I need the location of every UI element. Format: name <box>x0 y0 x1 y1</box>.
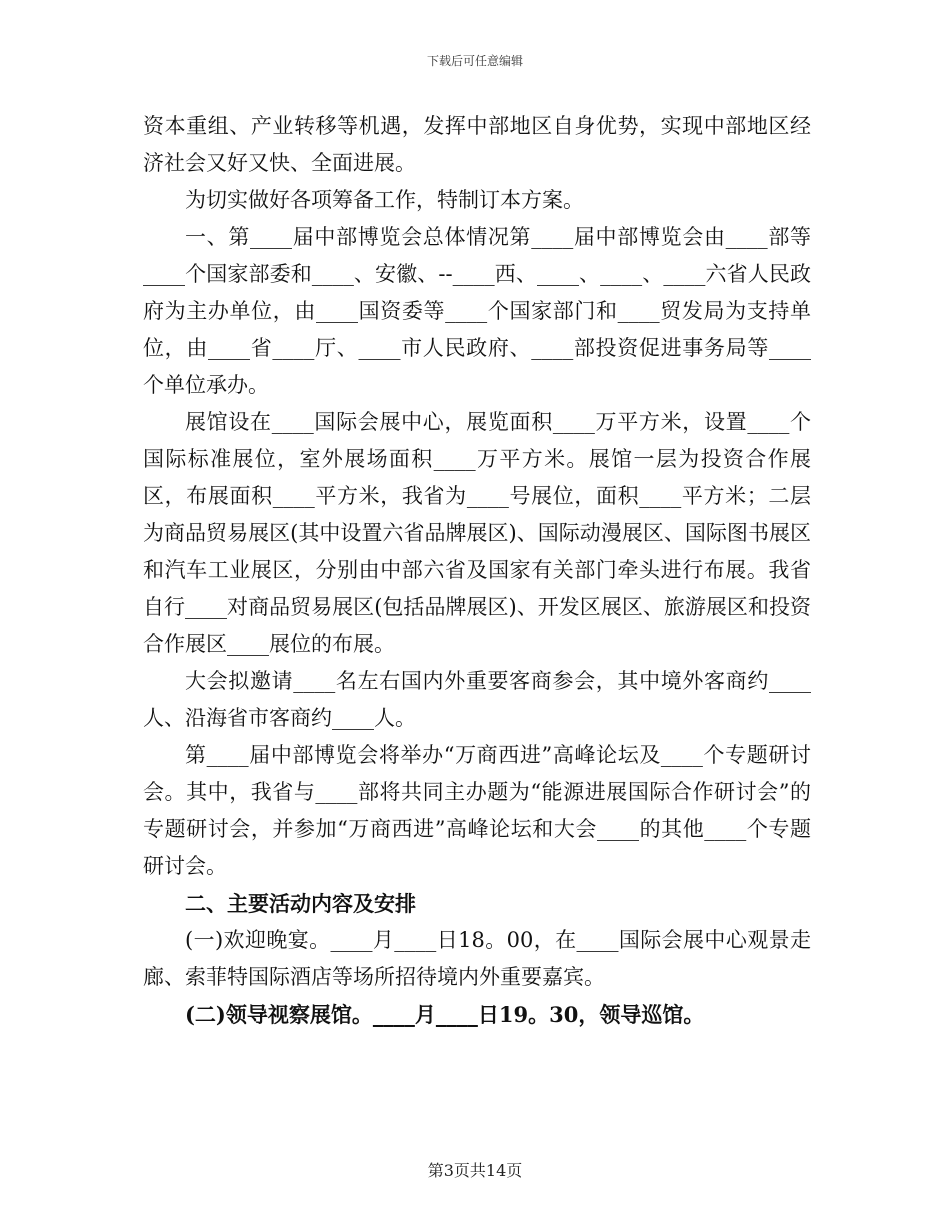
paragraph-leader-inspection: (二)领导视察展馆。____月____日19。30，领导巡馆。 <box>185 1002 705 1027</box>
paragraph-invited-guests: 大会拟邀请____名左右国内外重要客商参会，其中境外客商约____人、沿海省市客商约____人。 <box>143 669 811 730</box>
paragraph-forum: 第____届中部博览会将举办“万商西进”高峰论坛及____个专题研讨会。其中，我省与____部将共同主办题为“能源进展国际合作研讨会”的专题研讨会，并参加“万商西进”高峰论坛和大会____的其他____个专题研讨会。 <box>143 743 811 878</box>
paragraph-exhibition-hall: 展馆设在____国际会展中心，展览面积____万平方米，设置____个国际标准展位，室外展场面积____万平方米。展馆一层为投资合作展区，布展面积____平方米，我省为____号展位，面积____平方米；二层为商品贸易展区(其中设置六省品牌展区)、国际动漫展区、国际图书展区和汽车工业展区，分别由中部六省及国家有关部门牵头进行布展。我省自行____对商品贸易展区(包括品牌展区)、开发区展区、旅游展区和投资合作展区____展位的布展。 <box>143 410 811 656</box>
section-two-heading: 二、主要活动内容及安排 <box>185 891 416 916</box>
paragraph-continuation: 资本重组、产业转移等机遇，发挥中部地区自身优势，实现中部地区经济社会又好又快、全面进展。 <box>143 114 811 175</box>
document-body <box>143 108 811 1033</box>
paragraph-purpose: 为切实做好各项筹备工作，特制订本方案。 <box>185 188 584 212</box>
paragraph-welcome-banquet: (一)欢迎晚宴。____月____日18。00，在____国际会展中心观景走廊、索菲特国际酒店等场所招待境内外重要嘉宾。 <box>143 928 811 989</box>
page-header: 下载后可任意编辑 <box>426 54 523 68</box>
paragraph-section-one-overview: 一、第____届中部博览会总体情况第____届中部博览会由____部等____个国家部委和____、安徽、--____西、____、____、____六省人民政府为主办单位，由____国资委等____个国家部门和____贸发局为支持单位，由____省____厅、____市人民政府、____部投资促进事务局等____个单位承办。 <box>143 225 811 397</box>
page-footer: 第3页共14页 <box>427 1161 523 1180</box>
